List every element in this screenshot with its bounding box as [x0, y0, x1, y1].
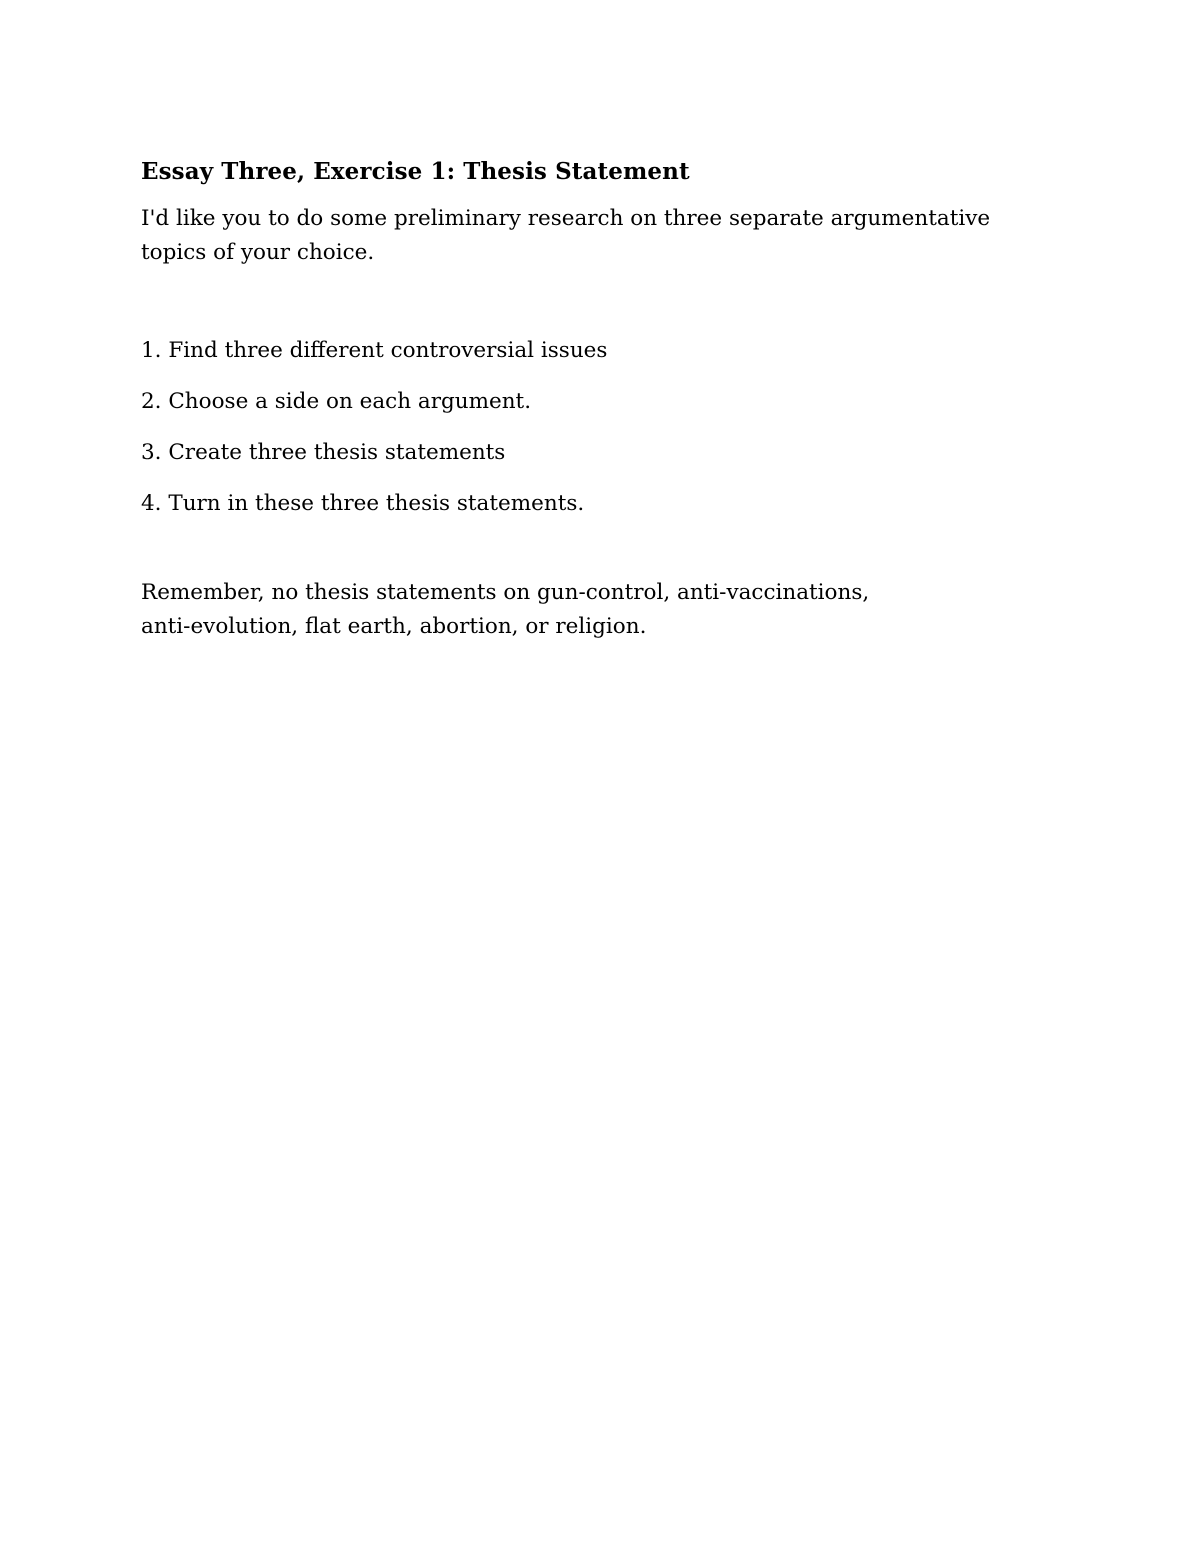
- reminder-paragraph: [141, 576, 1061, 644]
- step-item-3: 3. Create three thesis statements: [141, 440, 506, 465]
- document-body: [141, 152, 1061, 644]
- document-title: Essay Three, Exercise 1: Thesis Statement: [141, 158, 690, 185]
- steps-list: [141, 334, 1061, 538]
- reminder-line-2: anti-evolution, flat earth, abortion, or religion.: [141, 614, 647, 639]
- step-item-2: 2. Choose a side on each argument.: [141, 389, 532, 414]
- reminder-line-1: Remember, no thesis statements on gun-control, anti-vaccinations,: [141, 580, 870, 605]
- intro-paragraph: I'd like you to do some preliminary research on three separate argumentative topics of your choice.: [141, 206, 991, 265]
- step-item-1: 1. Find three different controversial issues: [141, 338, 608, 363]
- step-item-4: 4. Turn in these three thesis statements.: [141, 491, 585, 516]
